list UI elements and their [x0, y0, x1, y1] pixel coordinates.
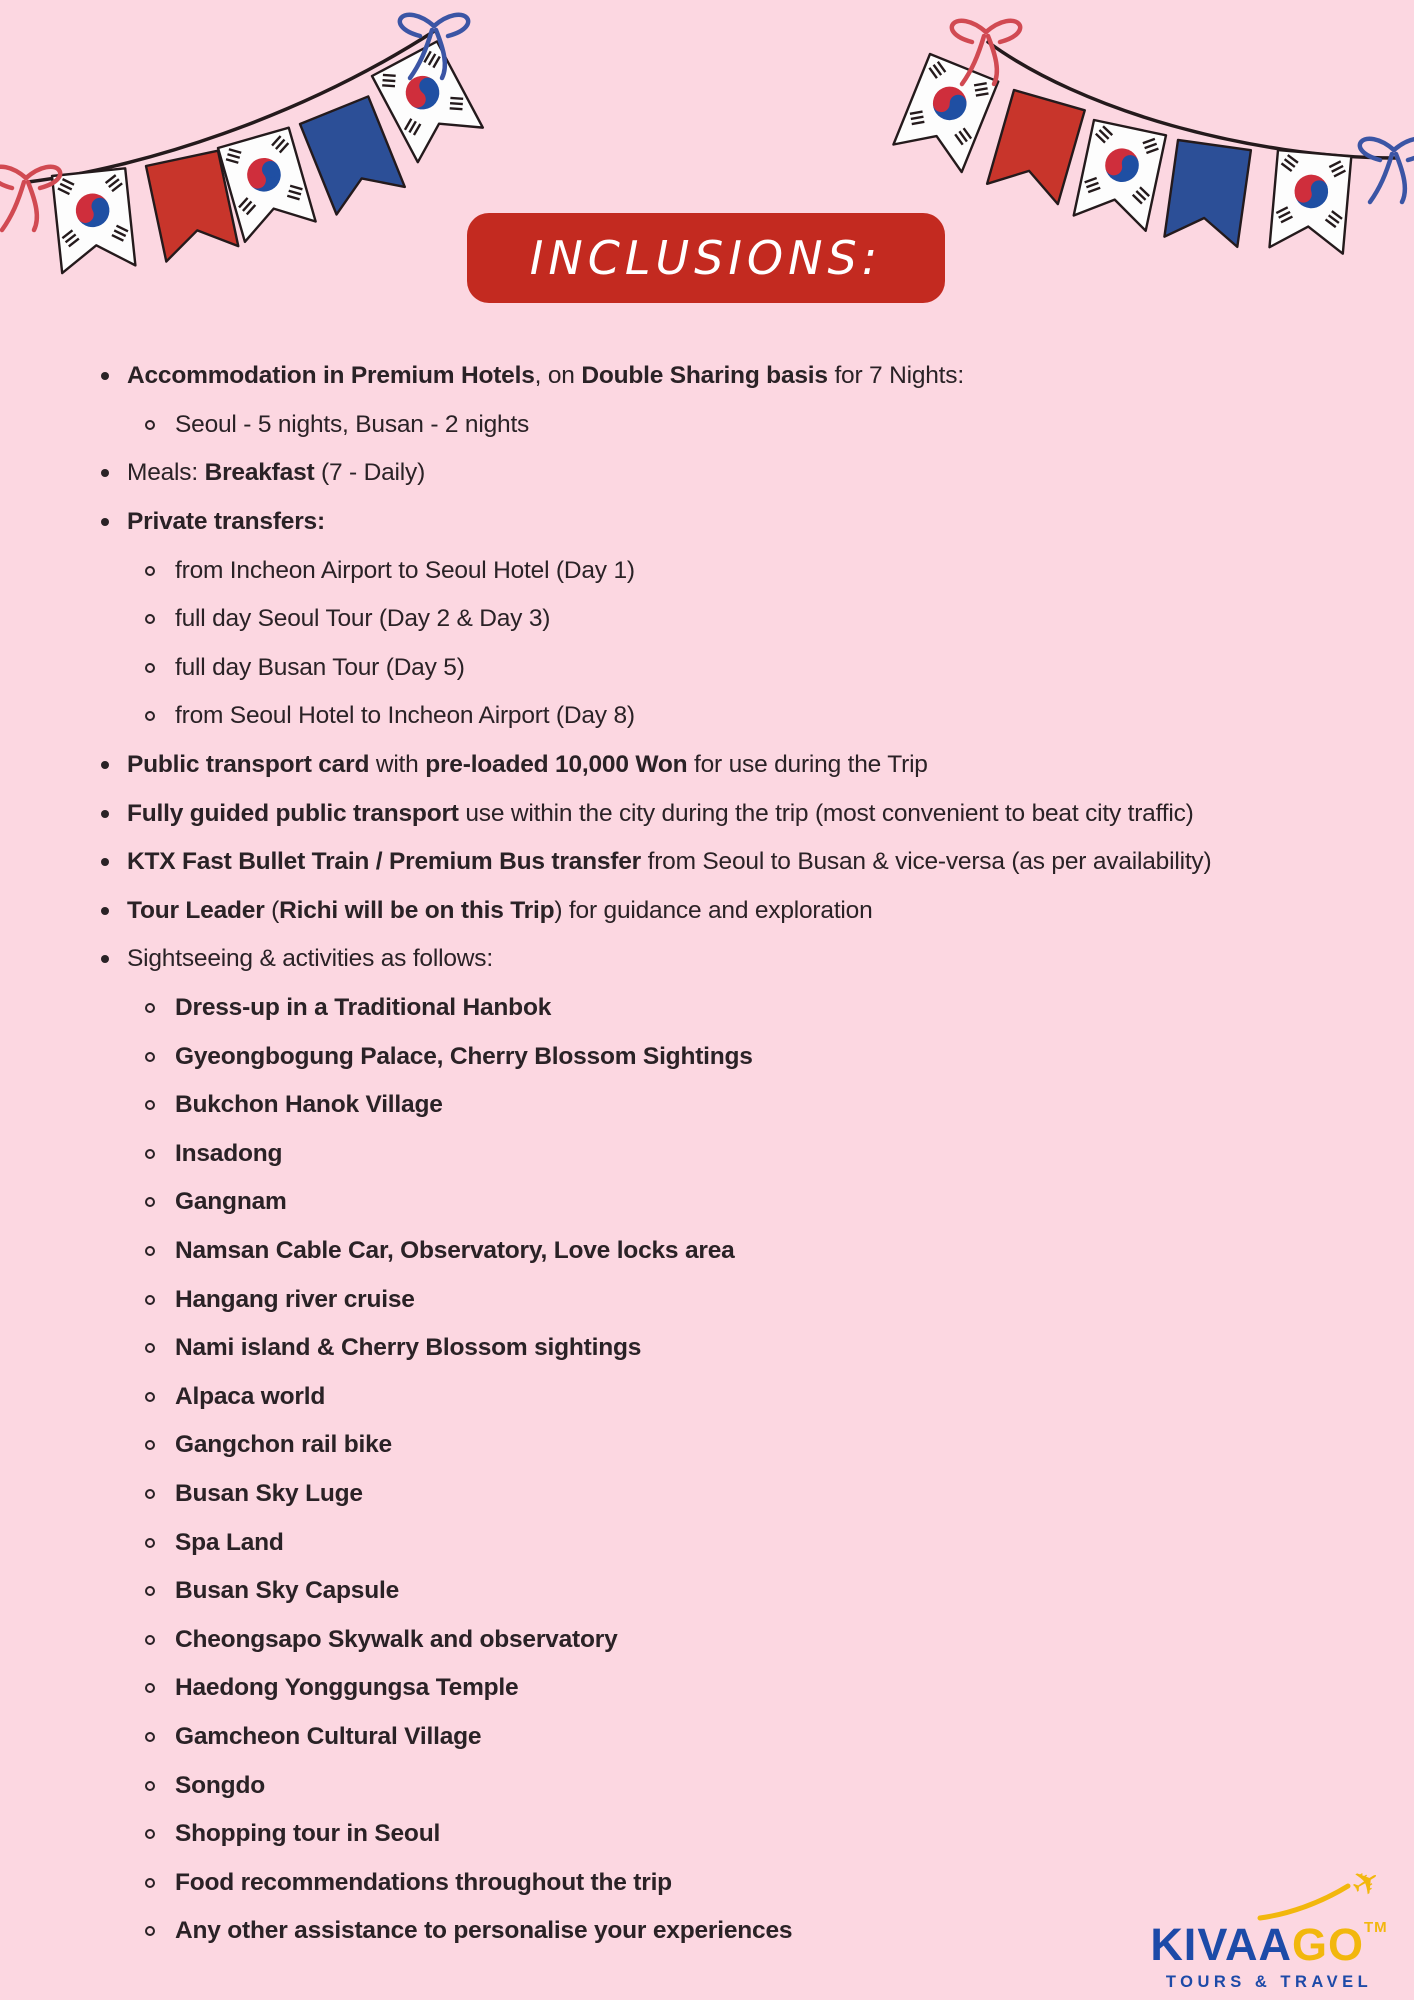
inclusion-subitem: [95, 1324, 1385, 1373]
bullet-dot-icon: [101, 372, 109, 380]
bullet-dot-icon: [101, 810, 109, 818]
bullet-circle-icon: [145, 1295, 155, 1305]
bullet-circle-icon: [145, 663, 155, 673]
inclusion-subitem: [95, 1178, 1385, 1227]
inclusion-text: from Incheon Airport to Seoul Hotel (Day 1): [175, 556, 635, 584]
bunting-left: [0, 15, 483, 273]
bullet-circle-icon: [145, 1440, 155, 1450]
inclusion-item: [95, 935, 1385, 984]
inclusion-subitem: [95, 1470, 1385, 1519]
inclusions-list: [95, 352, 1389, 1956]
inclusion-text: Spa Land: [175, 1528, 284, 1556]
inclusion-item: [95, 887, 1385, 936]
inclusion-text: Shopping tour in Seoul: [175, 1820, 441, 1848]
inclusion-subitem: [95, 644, 1385, 693]
inclusion-text: Fully guided public transport use within the city during the trip (most convenient to beat city traffic): [127, 799, 1194, 827]
inclusion-subitem: [95, 1761, 1385, 1810]
inclusion-subitem: [95, 595, 1385, 644]
inclusion-subitem: [95, 1032, 1385, 1081]
inclusion-subitem: [95, 1664, 1385, 1713]
bullet-circle-icon: [145, 1197, 155, 1207]
bullet-dot-icon: [101, 469, 109, 477]
inclusion-subitem: [95, 1227, 1385, 1276]
inclusion-text: Seoul - 5 nights, Busan - 2 nights: [175, 410, 530, 438]
inclusion-text: Songdo: [175, 1771, 265, 1799]
inclusion-subitem: [95, 1275, 1385, 1324]
airplane-icon: ✈: [1343, 1858, 1389, 1908]
inclusion-subitem: [95, 1421, 1385, 1470]
inclusion-text: Private transfers:: [127, 508, 325, 536]
inclusion-text: Sightseeing & activities as follows:: [127, 945, 493, 973]
inclusion-text: Dress-up in a Traditional Hanbok: [175, 994, 552, 1022]
logo-plane-area: [1256, 1858, 1389, 1922]
inclusion-item: [95, 352, 1385, 401]
inclusion-subitem: [95, 546, 1385, 595]
inclusion-text: Food recommendations throughout the trip: [175, 1868, 672, 1896]
inclusion-item: [95, 789, 1385, 838]
inclusion-subitem: [95, 1372, 1385, 1421]
korean-flag-icon: [52, 168, 135, 273]
blue-pennant-icon: [300, 96, 405, 214]
inclusion-text: Busan Sky Capsule: [175, 1577, 399, 1605]
inclusion-text: Insadong: [175, 1139, 283, 1167]
bullet-circle-icon: [145, 1003, 155, 1013]
bullet-circle-icon: [145, 1635, 155, 1645]
bullet-circle-icon: [145, 566, 155, 576]
bullet-dot-icon: [101, 907, 109, 915]
red-pennant-icon: [987, 90, 1085, 204]
bullet-circle-icon: [145, 1878, 155, 1888]
inclusion-text: Gangchon rail bike: [175, 1431, 392, 1459]
logo-wordmark: [1138, 1919, 1400, 1970]
bullet-dot-icon: [101, 518, 109, 526]
inclusion-text: Gangnam: [175, 1188, 287, 1216]
bullet-circle-icon: [145, 1343, 155, 1353]
inclusion-item: [95, 741, 1385, 790]
inclusion-item: [95, 498, 1385, 547]
inclusion-text: Cheongsapo Skywalk and observatory: [175, 1625, 618, 1653]
korean-flag-icon: [1074, 120, 1166, 231]
inclusion-text: KTX Fast Bullet Train / Premium Bus transfer from Seoul to Busan & vice-versa (as per availability): [127, 848, 1212, 876]
inclusion-subitem: [95, 984, 1385, 1033]
bullet-circle-icon: [145, 1683, 155, 1693]
logo-text-secondary: GO: [1291, 1919, 1364, 1970]
inclusion-subitem: [95, 1081, 1385, 1130]
inclusion-text: Public transport card with pre-loaded 10,000 Won for use during the Trip: [127, 751, 928, 779]
inclusion-subitem: [95, 1615, 1385, 1664]
inclusion-subitem: [95, 1713, 1385, 1762]
inclusion-text: Meals: Breakfast (7 - Daily): [127, 459, 426, 487]
title-banner: [467, 213, 945, 303]
bullet-circle-icon: [145, 1489, 155, 1499]
inclusion-text: Namsan Cable Car, Observatory, Love locks area: [175, 1236, 735, 1264]
bullet-circle-icon: [145, 1829, 155, 1839]
inclusion-subitem: [95, 1130, 1385, 1179]
inclusion-text: from Seoul Hotel to Incheon Airport (Day 8): [175, 702, 635, 730]
bullet-circle-icon: [145, 1538, 155, 1548]
inclusion-text: Busan Sky Luge: [175, 1479, 363, 1507]
bullet-dot-icon: [101, 761, 109, 769]
inclusion-text: Hangang river cruise: [175, 1285, 415, 1313]
bullet-circle-icon: [145, 1392, 155, 1402]
bullet-dot-icon: [101, 858, 109, 866]
bullet-circle-icon: [145, 711, 155, 721]
inclusion-text: Tour Leader (Richi will be on this Trip) for guidance and exploration: [127, 896, 873, 924]
bullet-circle-icon: [145, 1781, 155, 1791]
inclusion-text: Haedong Yonggungsa Temple: [175, 1674, 519, 1702]
bullet-circle-icon: [145, 1100, 155, 1110]
inclusion-text: Gyeongbogung Palace, Cherry Blossom Sightings: [175, 1042, 753, 1070]
inclusion-text: Gamcheon Cultural Village: [175, 1722, 482, 1750]
korean-flag-icon: [893, 54, 998, 172]
inclusion-text: full day Seoul Tour (Day 2 & Day 3): [175, 605, 551, 633]
inclusion-item: [95, 449, 1385, 498]
logo-text-primary: KIVAA: [1150, 1919, 1292, 1970]
inclusion-text: full day Busan Tour (Day 5): [175, 653, 465, 681]
bullet-dot-icon: [101, 955, 109, 963]
bullet-circle-icon: [145, 1586, 155, 1596]
korean-flag-icon: [1269, 150, 1351, 254]
page-title: INCLUSIONS:: [529, 231, 883, 285]
inclusion-text: Nami island & Cherry Blossom sightings: [175, 1334, 642, 1362]
bullet-circle-icon: [145, 614, 155, 624]
logo-tagline: TOURS & TRAVEL: [1165, 1973, 1373, 1991]
blue-pennant-icon: [1164, 140, 1250, 247]
bullet-circle-icon: [145, 1149, 155, 1159]
inclusion-subitem: [95, 1810, 1385, 1859]
bullet-circle-icon: [145, 420, 155, 430]
trademark-symbol: TM: [1364, 1919, 1388, 1936]
inclusion-text: Alpaca world: [175, 1382, 326, 1410]
bullet-circle-icon: [145, 1052, 155, 1062]
ribbon-bow-icon: [1360, 139, 1414, 202]
bunting-right: [893, 21, 1414, 254]
inclusion-subitem: [95, 1567, 1385, 1616]
inclusion-text: Accommodation in Premium Hotels, on Double Sharing basis for 7 Nights:: [127, 362, 964, 390]
inclusion-subitem: [95, 692, 1385, 741]
inclusion-item: [95, 838, 1385, 887]
inclusion-subitem: [95, 1518, 1385, 1567]
bullet-circle-icon: [145, 1926, 155, 1936]
inclusion-subitem: [95, 401, 1385, 450]
inclusion-text: Any other assistance to personalise your experiences: [175, 1917, 793, 1945]
bullet-circle-icon: [145, 1732, 155, 1742]
brand-logo: [1138, 1858, 1400, 1992]
inclusion-text: Bukchon Hanok Village: [175, 1091, 443, 1119]
bullet-circle-icon: [145, 1246, 155, 1256]
